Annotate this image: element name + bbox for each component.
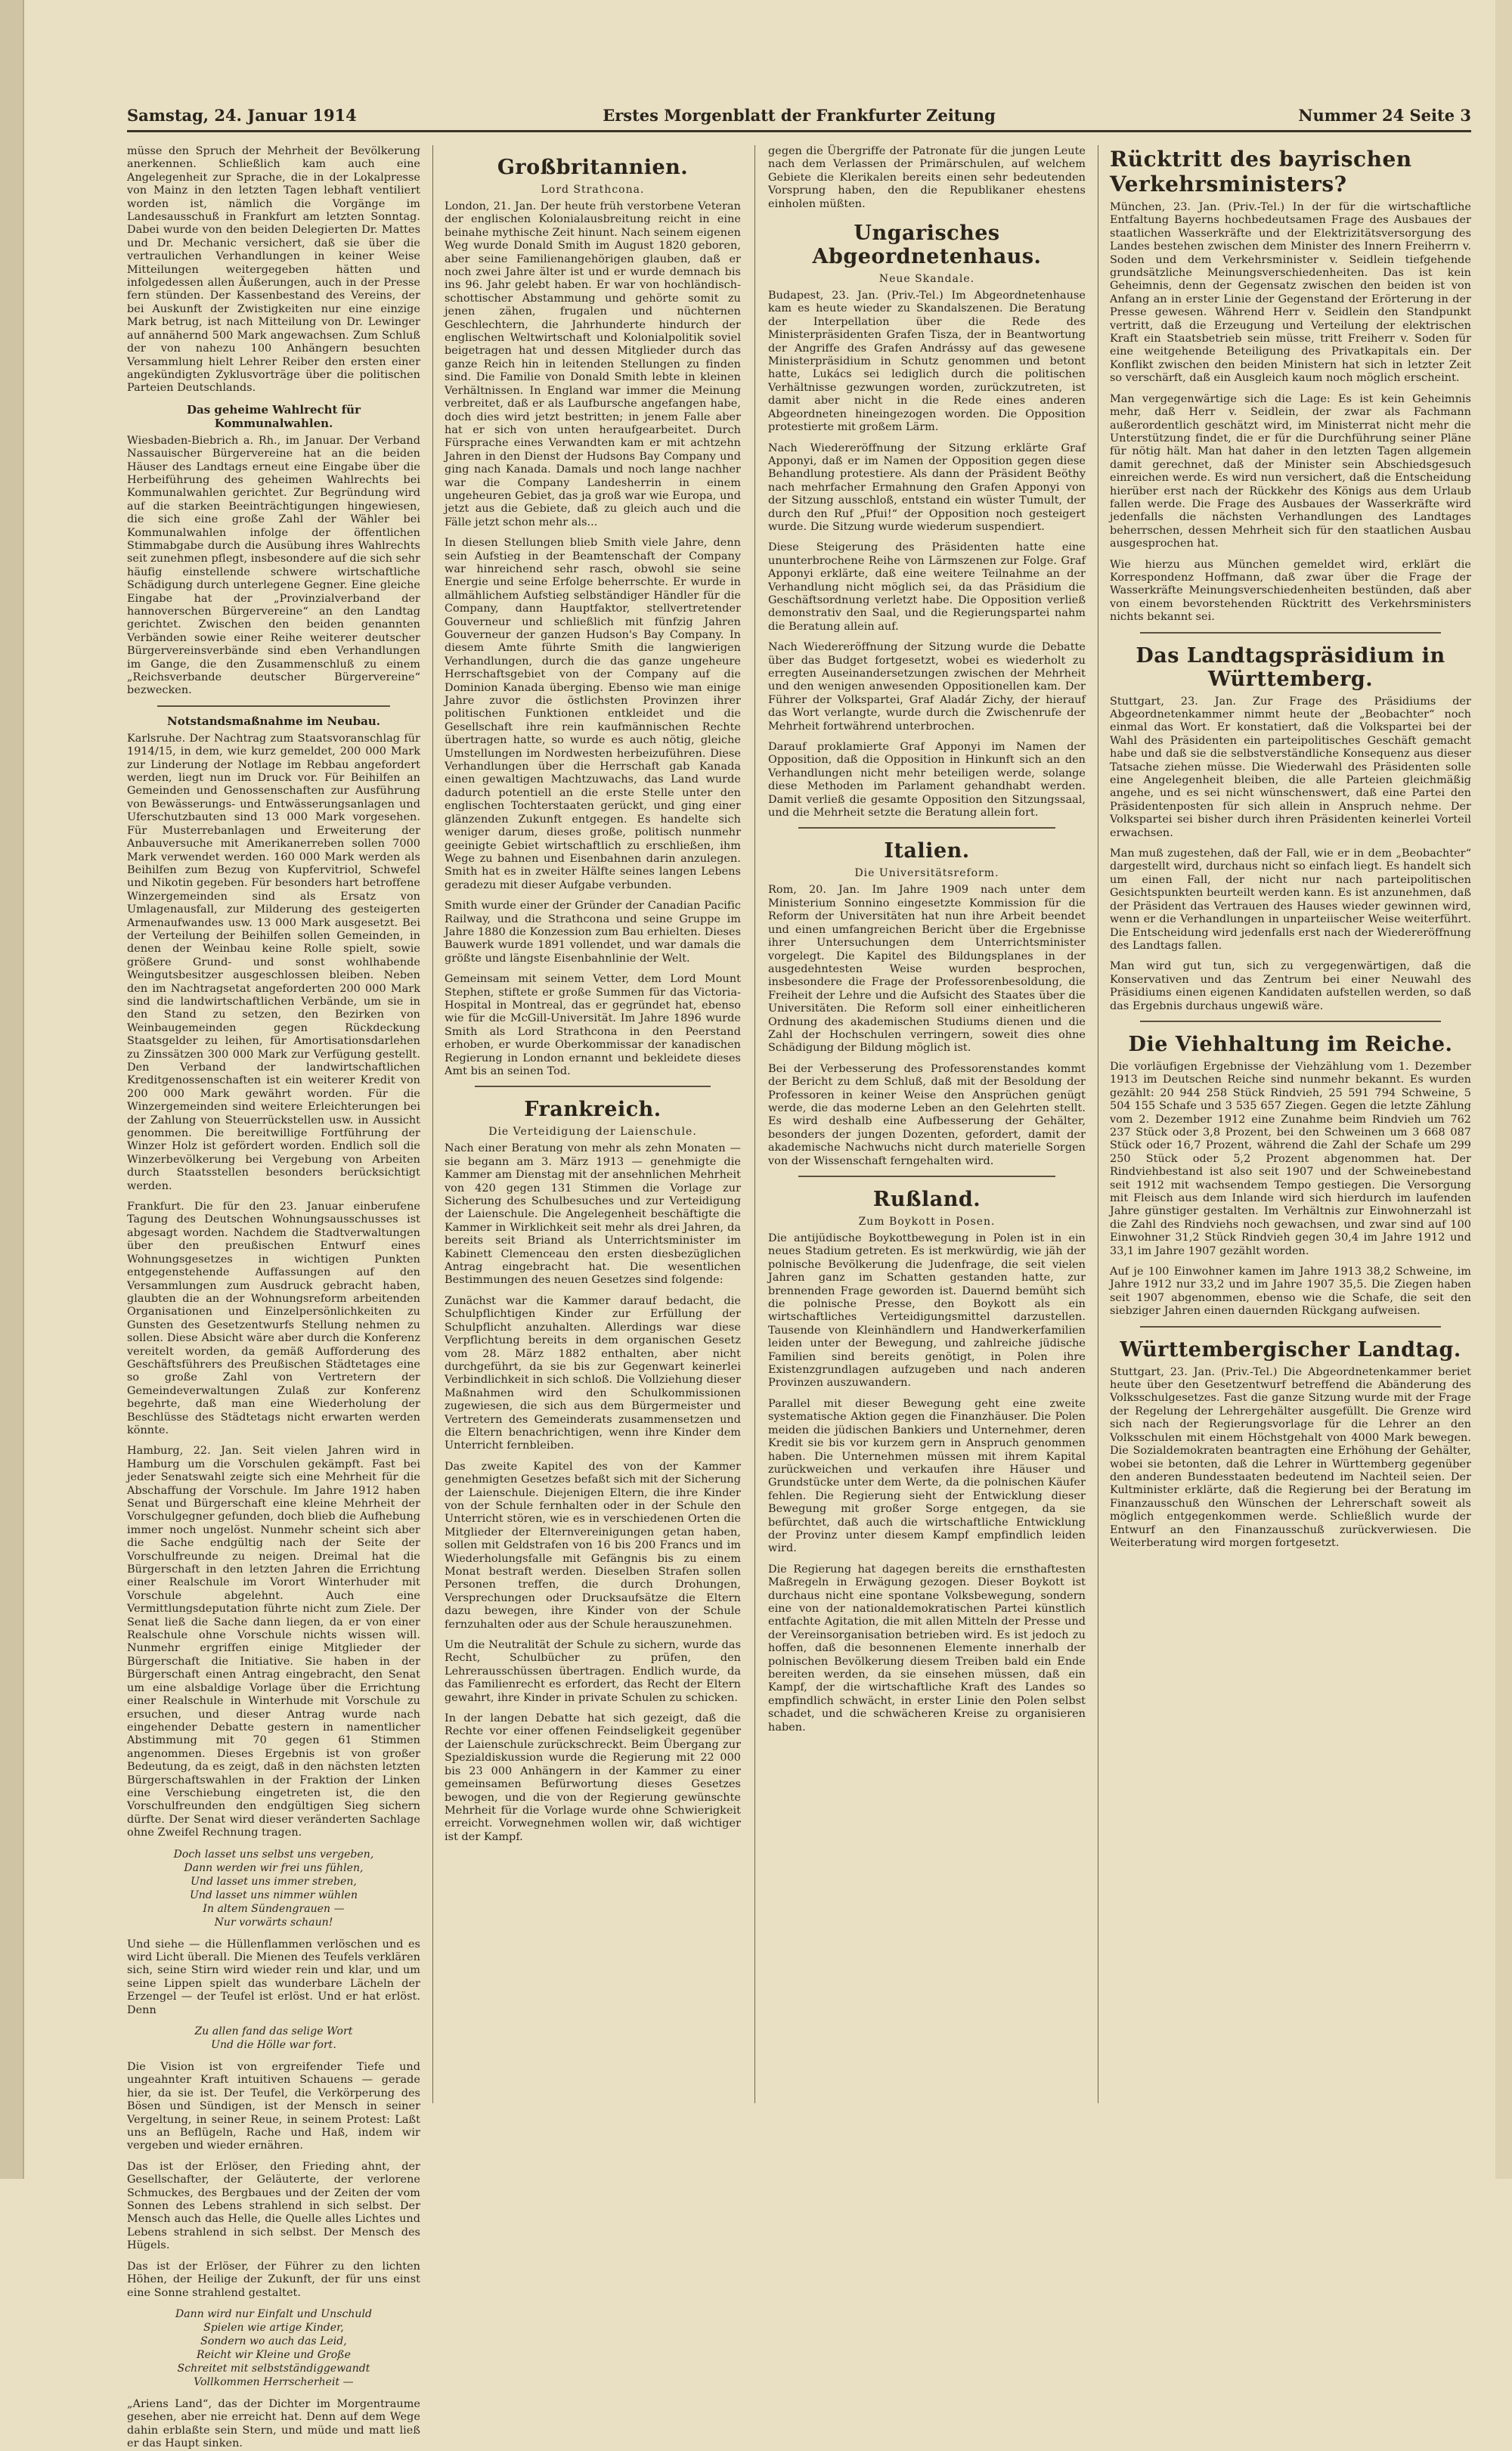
section-heading-wuerttemberg-landtag: Württembergischer Landtag. (1120, 1337, 1461, 1362)
article-paragraph: Gemeinsam mit seinem Vetter, dem Lord Mount Stephen, stiftete er große Summen für das Victoria-Hospital in Montreal, das er gegründet hat, ebenso wie für die McGill-Universität. Im Jahre 1896 wurde Smith als Lord Strathcona in den Peerstand erhoben, er wurde Oberkommissar der kanadischen Regierung in London ernannt und bekleidete dieses Amt bis an seinen Tod. (445, 973, 741, 1077)
column-1 (127, 145, 420, 2450)
poem-line: Vollkommen Herrscherheit — (194, 2375, 354, 2388)
section-heading-hungary: Ungarisches Abgeordnetenhaus. (812, 222, 1042, 269)
masthead-date: Samstag, 24. Januar 1914 (127, 106, 357, 125)
section-heading: Das geheime Wahlrecht für Kommunalwahlen. (187, 402, 361, 430)
section-heading-russia: Rußland. (872, 1188, 981, 1211)
article-paragraph: Hamburg, 22. Jan. Seit vielen Jahren wird in Hamburg um die Vorschulen gekämpft. Fast bei jeder Senatswahl zeigte sich eine Mehrheit für die Abschaffung der Vorschule. Im Jahre 1912 haben Senat und Bürgerschaft eine kleine Mehrheit der Vorschulgegner gefunden, doch blieb die Aufhebung immer noch ungelöst. Nunmehr scheint sich aber die Sache endgültig nach der Seite der Vorschulfreunde zu neigen. Dreimal hat die Bürgerschaft in den letzten Jahren die Errichtung einer Realschule im Vorort Winterhuder mit Vorschule abgelehnt. Auch eine Vermittlungsdeputation führte nicht zum Ziele. Der Senat ließ die Sache dann liegen, da er von einer Realschule ohne Vorschule nichts wissen will. Nunmehr ergriffen einige Mitglieder der Bürgerschaft die Initiative. Sie haben in der Bürgerschaft einen Antrag eingebracht, den Senat um eine alsbaldige Vorlage über die Errichtung einer Realschule in Winterhude mit Vorschule zu ersuchen, und dieser Antrag wurde nach eingehender Debatte gestern in namentlicher Abstimmung mit 70 gegen 61 Stimmen angenommen. Dieses Ergebnis ist von großer Bedeutung, da es zeigt, daß in den nächsten letzten Bürgerschaftswahlen in der Fraktion der Linken eine Verschiebung eingetreten ist, die den Vorschulfreunden den endgültigen Sieg sichern dürfte. Der Senat wird dieser veränderten Sachlage ohne Zweifel Rechnung tragen. (127, 1445, 420, 1839)
poem-line: Und die Hölle war fort. (211, 2039, 336, 2051)
article-paragraph: Man muß zugestehen, daß der Fall, wie er in dem „Beobachter“ dargestellt wird, durchaus nicht so einfach liegt. Es handelt sich um einen Fall, der nicht nur nach parteipolitischen Gesichtspunkten beurteilt werden kann. Es ist anzunehmen, daß der Präsident das Vertrauen des Hauses wieder gewinnen wird, wenn er die Verhandlungen in unparteiischer Weise weiterführt. Die Entscheidung wird jedenfalls erst nach der Wiedereröffnung des Landtags fallen. (1110, 847, 1471, 952)
article-paragraph: Rom, 20. Jan. Im Jahre 1909 nach unter dem Ministerium Sonnino eingesetzte Kommission für die Reform der Universitäten hat nun ihre Arbeit beendet und einen umfangreichen Bericht über die Ergebnisse ihrer Untersuchungen dem Unterrichtsminister vorgelegt. Die Kapitel des Bildungsplanes in der ausgedehntesten Weise wurden besprochen, insbesondere die Frage der Professorenbesoldung, die Freiheit der Lehre und die Aufsicht des Staates über die Universitäten. Die Reform soll einer einheitlicheren Ordnung des akademischen Studiums dienen und die Zahl der Hochschulen verringern, soweit dies ohne Schädigung der Bildung möglich ist. (768, 884, 1086, 1055)
article-paragraph: Stuttgart, 23. Jan. (Priv.-Tel.) Die Abgeordnetenkammer beriet heute über den Gesetzentwurf betreffend die Abänderung des Volksschulgesetzes. Fast die ganze Sitzung wurde mit der Frage der Regelung der Lehrergehälter ausgefüllt. Die Grenze wird sich nach der Regierungsvorlage für die Lehrer an den Volksschulen mit einem Höchstgehalt von 4000 Mark bewegen. Die Sozialdemokraten beantragten eine Erhöhung der Gehälter, wobei sie betonten, daß die Lehrer in Württemberg gegenüber den anderen Bundesstaaten bedeutend im Nachteil seien. Der Kultminister erklärte, daß die Regierung bei der Beratung im Finanzausschuß den Wünschen der Lehrerschaft soweit als möglich entgegenkommen werde. Schließlich wurde der Entwurf an den Finanzausschuß zurückverwiesen. Die Weiterberatung wird morgen fortgesetzt. (1110, 1365, 1471, 1549)
section-heading-livestock: Die Viehhaltung im Reiche. (1128, 1032, 1453, 1056)
poem-line: In altem Sündengrauen — (203, 1902, 345, 1915)
article-paragraph: Die antijüdische Boykottbewegung in Polen ist in ein neues Stadium getreten. Es ist merkwürdig, wie jäh der polnische Bevölkerung die Judenfrage, die seit vielen Jahren ganz im Schatten gestanden hatte, zur brennenden Frage geworden ist. Dauernd bemüht sich die polnische Presse, den Boykott als ein wirtschaftliches Verteidigungsmittel darzustellen. Tausende von Kleinhändlern und Handwerkerfamilien leiden unter der Bewegung, und zahlreiche jüdische Familien sind bereits genötigt, in Polen ihre Existenzgrundlagen aufzugeben und nach anderen Provinzen auszuwandern. (768, 1232, 1086, 1390)
poem-line: Spielen wie artige Kinder, (203, 2321, 344, 2334)
poem-line: Schreitet mit selbstständiggewandt (177, 2362, 370, 2375)
article-paragraph: Nach einer Beratung von mehr als zehn Monaten — sie begann am 3. März 1913 — genehmigte die Kammer am Dienstag mit der ansehnlichen Mehrheit von 420 gegen 131 Stimmen die Vorlage zur Sicherung des Schulbesuches und zur Verteidigung der Laienschule. Die Angelegenheit beschäftigte die Kammer in Wirklichkeit seit mehr als drei Jahren, da bereits seit Briand als Unterrichtsminister im Kabinett Clemenceau den ersten diesbezüglichen Antrag eingebracht hat. Die wesentlichen Bestimmungen des neuen Gesetzes sind folgende: (445, 1142, 741, 1287)
poem-verse (127, 2025, 420, 2052)
article-paragraph: Stuttgart, 23. Jan. Zur Frage des Präsidiums der Abgeordnetenkammer nimmt heute der „Beobachter“ noch einmal das Wort. Er konstatiert, daß die Volkspartei bei der Wahl des Präsidenten ein parteipolitisches Geschäft gemacht habe und daß sie die selbstverständliche Konsequenz aus dieser Tatsache ziehen müsse. Die Wiederwahl des Präsidenten solle eine Angelegenheit bleiben, die alle Parteien gleichmäßig angehe, und es sei nicht wünschenswert, daß eine Partei den Präsidentenposten für sich allein in Anspruch nehme. Der Volkspartei sei bisher durch ihren Präsidenten keinerlei Vorteil erwachsen. (1110, 695, 1471, 839)
article-subheading: Die Universitätsreform. (854, 867, 999, 880)
article-paragraph: Wie hierzu aus München gemeldet wird, erklärt die Korrespondenz Hoffmann, daß zwar über die Frage der Wasserkräfte Meinungsverschiedenheiten bestünden, daß aber von einem bevorstehenden Rücktritt des Verkehrsministers nichts bekannt sei. (1110, 558, 1471, 624)
section-heading: Notstandsmaßnahme im Neubau. (166, 714, 381, 728)
separator (798, 827, 1055, 829)
separator (1140, 1021, 1441, 1022)
section-heading-italy: Italien. (884, 839, 970, 863)
poem-line: Reicht wir Kleine und Große (196, 2348, 352, 2361)
section-heading-france: Frankreich. (524, 1098, 662, 1122)
poem-line: Sondern wo auch das Leid, (200, 2335, 347, 2347)
article-subheading: Lord Strathcona. (541, 184, 645, 196)
section-heading-great-britain: Großbritannien. (497, 156, 689, 179)
article-paragraph: Frankfurt. Die für den 23. Januar einberufene Tagung des Deutschen Wohnungsausschusses ist abgesagt worden. Nachdem die Stadtverwaltungen über den preußischen Entwurf eines Wohnungsgesetzes in wichtigen Punkten entgegenstehende Auffassungen auf den Versammlungen zum Ausdruck gebracht haben, glaubten die an der Wohnungsreform arbeitenden Organisationen und Einzelpersönlichkeiten zu Gunsten des Gesetzentwurfs Stellung nehmen zu sollen. Diese Absicht wäre aber durch die Konferenz vereitelt worden, da gemäß Aufforderung des Geschäftsführers des Preußischen Städtetages eine so große Zahl von Vertretern der Gemeindeverwaltungen Zulaß zur Konferenz begehrte, daß man eine Wiederholung der Beschlüsse des Städtetags nicht erwarten werden könnte. (127, 1201, 420, 1436)
column-rule (754, 145, 755, 2103)
poem-verse (127, 1848, 420, 1929)
poem-line: Und lasset uns nimmer wühlen (189, 1889, 358, 1901)
article-paragraph: Budapest, 23. Jan. (Priv.-Tel.) Im Abgeordnetenhause kam es heute wieder zu Skandalszenen. Die Beratung der Interpellation über die Rede des Ministerpräsidenten Grafen Tisza, der in Beantwortung der Angriffe des Grafen Andrássy auf das gewesene Ministerpräsidium in Schutz genommen und betont hatte, Lukács sei lediglich durch die politischen Verhältnisse gezwungen worden, zurückzutreten, ist damit aber nicht in die Rede eines anderen Abgeordneten hineingezogen worden. Die Opposition protestierte mit großem Lärm. (768, 290, 1086, 434)
poem-line: Nur vorwärts schaun! (214, 1916, 333, 1929)
separator (475, 1086, 711, 1087)
poem-line: Dann wird nur Einfalt und Unschuld (175, 2307, 373, 2320)
section-heading-wuerttemberg-presidium: Das Landtagspräsidium in Württemberg. (1136, 643, 1445, 691)
column-4 (1110, 145, 1471, 2103)
article-paragraph: Das ist der Erlöser, den Frieding ahnt, der Gesellschafter, der Geläuterte, der verlorene Schmuckes, des Bergbaues und der Zeiten der vom Sonnen des Lebens strahlend in sich selbst. Der Mensch auch das Helle, die Quelle alles Lichtes und Lebens strahlend in sich selbst. Der Mensch des Hügels. (127, 2160, 420, 2252)
article-paragraph: Um die Neutralität der Schule zu sichern, wurde das Recht, Schulbücher zu prüfen, den Lehrerausschüssen übertragen. Endlich wurde, da das Familienrecht es erfordert, das Recht der Eltern gewahrt, ihre Kinder in private Schulen zu schicken. (445, 1639, 741, 1704)
article-paragraph: Auf je 100 Einwohner kamen im Jahre 1913 38,2 Schweine, im Jahre 1912 nur 33,2 und im Jahre 1907 35,5. Die Ziegen haben seit 1907 abgenommen, ebenso wie die Schafe, die seit den siebziger Jahren einen dauernden Rückgang aufweisen. (1110, 1266, 1471, 1318)
column-rule (432, 145, 433, 2103)
poem-line: Zu allen fand das selige Wort (194, 2025, 353, 2037)
poem-line: Und lasset uns immer streben, (191, 1875, 357, 1888)
column-2 (445, 145, 741, 2103)
newspaper-page (127, 104, 1471, 2450)
article-paragraph: London, 21. Jan. Der heute früh verstorbene Veteran der englischen Kolonialausbreitung reicht in eine beinahe mythische Zeit hinunt. Nach seinem eigenen Weg wurde Donald Smith im August 1820 geboren, aber seine Familienangehörigen glauben, daß er noch zwei Jahre älter ist und er wurde demnach bis ins 96. Jahr gelebt haben. Er war von hochländisch-schottischer Abstammung und gehörte somit zu jenen zähen, frugalen und nüchternen Geschlechtern, die Jahrhunderte hindurch der englischen Weltwirtschaft und Kolonialpolitik soviel beigetragen hat und dessen Mitglieder durch das ganze Reich hin in leitenden Stellungen zu finden sind. Die Familie von Donald Smith lebte in kleinen Verhältnissen. In England war immer die Meinung verbreitet, daß er als Laufbursche angefangen habe, doch dies wird jetzt bestritten; in jenem Falle aber hat er sich von unten heraufgearbeitet. Durch Fürsprache eines Verwandten kam er mit achtzehn Jahren in den Dienst der Hudsons Bay Company und ging nach Kanada. Damals und noch lange nachher war die Company Landesherrin in einem ungeheuren Gebiet, das ja groß war wie Europa, und jetzt aus die Gebiete, daß zu gleich auch und die Fälle jetzt schon mehr als... (445, 200, 741, 528)
article-paragraph: Und siehe — die Hüllenflammen verlöschen und es wird Licht überall. Die Mienen des Teufels verklären sich, seine Stirn wird wieder rein und klar, und um seine Lippen spielt das wunderbare Lächeln der Erzengel — der Teufel ist erlöst. Und er hat erlöst. Denn (127, 1938, 420, 2016)
poem-line: Dann werden wir frei uns fühlen, (184, 1861, 364, 1874)
article-paragraph: Die vorläufigen Ergebnisse der Viehzählung vom 1. Dezember 1913 im Deutschen Reiche sind nunmehr bekannt. Es wurden gezählt: 20 944 258 Stück Rindvieh, 25 591 794 Schweine, 5 504 155 Schafe und 3 535 657 Ziegen. Gegen die letzte Zählung vom 2. Dezember 1912 eine Zunahme beim Rindvieh um 762 237 Stück oder 3,8 Prozent, bei den Schweinen um 3 668 087 Stück oder 16,7 Prozent, während die Zahl der Schafe um 299 250 Stück oder 5,2 Prozent abgenommen hat. Der Rindviehbestand ist also seit 1907 und der Schweinebestand seit 1912 mit wachsendem Tempo gestiegen. Die Versorgung mit Fleisch aus dem Inlande wird sich hierdurch im laufenden Jahre günstiger gestalten. Im Verhältnis zur Einwohnerzahl ist die Zahl des Rindviehs noch gewachsen, und zwar sind auf 100 Einwohner 31,2 Stück Rindvieh gegen 30,4 im Jahre 1912 und 33,1 im Jahre 1907 gezählt worden. (1110, 1060, 1471, 1257)
article-paragraph: Zunächst war die Kammer darauf bedacht, die Schulpflichtigen Kinder zur Erfüllung der Schulpflicht anzuhalten. Allerdings war diese Verpflichtung bereits in dem organischen Gesetz vom 28. März 1882 enthalten, aber nicht durchgeführt, da sie bis zur Gegenwart keinerlei Verbindlichkeit in sich schloß. Die Vollziehung dieser Maßnahmen wird den Schulkommissionen zugewiesen, die sich aus dem Bürgermeister und Vertretern des Gemeinderats zusammensetzen und die Eltern benachrichtigen, wenn ihre Kinder dem Unterricht fernbleiben. (445, 1294, 741, 1452)
column-3 (768, 145, 1086, 2103)
masthead-number: Nummer 24 Seite 3 (1298, 106, 1471, 125)
section-heading-bavaria: Rücktritt des bayrischen Verkehrsministers? (1110, 147, 1412, 197)
article-paragraph: Diese Steigerung des Präsidenten hatte eine ununterbrochene Reihe von Lärmszenen zur Folge. Graf Apponyi erklärte, daß eine weitere Teilnahme an der Verhandlung nicht möglich sei, da das Präsidium die Geschäftsordnung verletzt habe. Die Opposition verließ demonstrativ den Saal, und die Regierungspartei nahm die Beratung allein auf. (768, 541, 1086, 633)
article-paragraph: müsse den Spruch der Mehrheit der Bevölkerung anerkennen. Schließlich kam auch eine Angelegenheit zur Sprache, die in der Lokalpresse von Mainz in den letzten Tagen lebhaft ventiliert worden ist, nämlich die Vorgänge im Landesausschuß in Frankfurt am letzten Sonntag. Dabei wurde von den beiden Delegierten Dr. Mattes und Dr. Mechanic versichert, daß sie über die vertraulichen Verhandlungen in keiner Weise Mitteilungen weitergegeben hätten und infolgedessen allen Äußerungen, auch in der Presse fern stünden. Der Kassenbestand des Vereins, der bei Auskunft der Zwistigkeiten nur eine einzige Mark betrug, ist nach Mitteilung von Dr. Lewinger auf annähernd 500 Mark angewachsen. Zum Schluß der von nahezu 100 Anhängern besuchten Versammlung hielt Lehrer Reiber den ersten einer angekündigten Zyklusvorträge über die politischen Parteien Deutschlands. (127, 145, 420, 395)
article-paragraph: Das zweite Kapitel des von der Kammer genehmigten Gesetzes befaßt sich mit der Sicherung der Laienschule. Diejenigen Eltern, die ihre Kinder von der Schule fernhalten oder in der Schule den Unterricht stören, wie es in verschiedenen Orten die Mitglieder der Elternvereinigungen getan haben, sollen mit Geldstrafen von 16 bis 200 Francs und im Wiederholungsfalle mit Gefängnis bis zu einem Monat bestraft werden. Dieselben Strafen sollen Personen treffen, die durch Drohungen, Versprechungen oder Drucksaufsätze die Eltern dazu bewegen, ihre Kinder von der Schule fernzuhalten oder aus der Schule herauszunehmen. (445, 1460, 741, 1631)
article-paragraph: Die Regierung hat dagegen bereits die ernsthaftesten Maßregeln in Erwägung gezogen. Dieser Boykott ist durchaus nicht eine spontane Volksbewegung, sondern eine von der nationaldemokratischen Partei künstlich entfachte Agitation, die mit allen Mitteln der Presse und der Vereinsorganisation betrieben wird. Es ist jedoch zu hoffen, daß die besonnenen Elemente innerhalb der polnischen Bevölkerung diesem Treiben bald ein Ende bereiten werden, da sie einsehen müssen, daß ein Kampf, der die wirtschaftliche Kraft des Landes so empfindlich schwächt, in erster Linie den Polen selbst schadet, und die schwächeren Kreise zu organisieren haben. (768, 1563, 1086, 1734)
article-paragraph: München, 23. Jan. (Priv.-Tel.) In der für die wirtschaftliche Entfaltung Bayerns hochbedeutsamen Frage des Ausbaues der staatlichen Wasserkräfte und der Elektrizitätsversorgung des Landes bestehen zwischen dem Minister des Innern Freiherrn v. Soden und dem Verkehrsminister v. Seidlein tiefgehende grundsätzliche Meinungsverschiedenheiten. Das ist kein Geheimnis, denn der Gegensatz zwischen den beiden ist von Anfang an in erster Linie der Gegenstand der Erörterung in der Presse gewesen. Während Herr v. Seidlein den Standpunkt vertritt, daß die Erzeugung und Verteilung der elektrischen Kraft ein Staatsbetrieb sein müsse, tritt Freiherr v. Soden für eine weitgehende Beteiligung des Privatkapitals ein. Der Konflikt zwischen den beiden Ministern hat sich in letzter Zeit so verschärft, daß ein Ausgleich kaum noch möglich erscheint. (1110, 201, 1471, 385)
article-paragraph: Parallel mit dieser Bewegung geht eine zweite systematische Aktion gegen die Finanzhäuser. Die Polen meiden die jüdischen Bankiers und Unternehmer, deren Kredit sie bis vor kurzem gern in Anspruch genommen haben. Die Unternehmen müssen mit ihrem Kapital zurückweichen und verkaufen ihre Häuser und Grundstücke unter dem Werte, da die polnischen Käufer fehlen. Die Regierung sieht der Entwicklung dieser Bewegung mit großer Sorge entgegen, da sie befürchtet, daß auch die wirtschaftliche Entwicklung der Provinz unter diesem Kampf empfindlich leiden wird. (768, 1397, 1086, 1555)
article-paragraph: Bei der Verbesserung des Professorenstandes kommt der Bericht zu dem Schluß, daß mit der Besoldung der Professoren in keiner Weise den Ansprüchen genügt werde, die das moderne Leben an den Gelehrten stellt. Es wird deshalb eine Aufbesserung der Gehälter, besonders der jungen Dozenten, gefordert, damit der akademische Nachwuchs nicht durch materielle Sorgen von der Wissenschaft ferngehalten wird. (768, 1062, 1086, 1167)
article-paragraph: Wiesbaden-Biebrich a. Rh., im Januar. Der Verband Nassauischer Bürgervereine hat an die beiden Häuser des Landtags erneut eine Eingabe über die Herbeiführung des geheimen Wahlrechts bei Kommunalwahlen gerichtet. Zur Begründung wird auf die starken Beeinträchtigungen hingewiesen, die sich eine große Zahl der Wähler bei Kommunalwahlen infolge der öffentlichen Stimmabgabe durch die Ausübung ihres Wahlrechts seit zunehmen pflegt, insbesondere auf die sich sehr häufig einstellende schwere wirtschaftliche Schädigung durch unterlegene Gegner. Eine gleiche Eingabe hat der „Provinzialverband der hannoverschen Bürgervereine“ an den Landtag gerichtet. Zwischen den beiden genannten Verbänden sowie einer Reihe weiterer deutscher Bürgervereinsverbände sind eben Verhandlungen im Gange, die den Zusammenschluß zu einem „Reichsverbande deutscher Bürgervereine“ bezwecken. (127, 434, 420, 697)
separator (157, 705, 390, 707)
article-paragraph: Man wird gut tun, sich zu vergegenwärtigen, daß die Konservativen und das Zentrum bei einer Neuwahl des Präsidiums einen eigenen Kandidaten aufstellen werden, so daß das Ergebnis durchaus ungewiß wäre. (1110, 960, 1471, 1012)
article-paragraph: Man vergegenwärtige sich die Lage: Es ist kein Geheimnis mehr, daß Herr v. Seidlein, der zwar als Fachmann außerordentlich geschätzt wird, im Ministerrat nicht mehr die Unterstützung findet, die er für die Durchführung seiner Pläne für nötig hält. Man hat daher in den letzten Tagen allgemein damit gerechnet, daß der Minister sein Abschiedsgesuch einreichen werde. Es wird nun versichert, daß die Entscheidung hierüber erst nach der Rückkehr des Königs aus dem Urlaub fallen werde. Die Frage des Ausbaues der Wasserkräfte wird jedenfalls die nächsten Verhandlungen des Landtages beherrschen, dessen Mehrheit sich für den staatlichen Ausbau ausgesprochen hat. (1110, 392, 1471, 550)
poem-line: Doch lasset uns selbst uns vergeben, (173, 1848, 374, 1861)
article-paragraph: gegen die Übergriffe der Patronate für die jungen Leute nach dem Verlassen der Primärschulen, auf welchem Gebiete die Klerikalen bereits einen sehr bedeutenden Vorsprung haben, den die Republikaner ehestens einholen müßten. (768, 145, 1086, 210)
article-subheading: Neue Skandale. (878, 273, 975, 286)
article-paragraph: In diesen Stellungen blieb Smith viele Jahre, denn sein Aufstieg in der Beamtenschaft der Company war hinreichend sehr rasch, obwohl sie seine Energie und seine Erfolge beherrschte. Er wurde in allmählichem Aufstieg selbständiger Händler für die Company, dann Hauptfaktor, stellvertretender Gouverneur und schließlich mit fünfzig Jahren Gouverneur der ganzen Hudson's Bay Company. In diesem Amte führte Smith die langwierigen Verhandlungen, durch die das ganze ungeheure Herrschaftsgebiet von der Company auf die Dominion Kanada überging. Ebenso wie man einige Jahre zuvor die östlichsten Provinzen ihrer politischen Funktionen entkleidet und die Gesellschaft ihre rein kaufmännischen Rechte übertragen hatte, so wurde es auch nötig, gleiche Umstellungen im Nordwesten herbeizuführen. Diese Verhandlungen über die Herrschaft gab Kanada einen gewaltigen Machtzuwachs, das Land wurde dadurch potentiell an die erste Stelle unter den englischen Tochterstaaten gerückt, und ging einer glänzenden Zukunft entgegen. Es handelte sich weniger darum, dieses große, politisch nunmehr geeinigte Gebiet wirtschaftlich zu erschließen, ihm Wege zu bahnen und Eisenbahnen darin anzulegen. Smith hat es in zweiter Hälfte seines langen Lebens geradezu mit dieser Aufgabe verbunden. (445, 537, 741, 891)
article-paragraph: Nach Wiedereröffnung der Sitzung wurde die Debatte über das Budget fortgesetzt, wobei es wiederholt zu erregten Auseinandersetzungen zwischen der Mehrheit und den wenigen anwesenden Oppositionellen kam. Der Führer der Volkspartei, Graf Aladár Zichy, der hierauf das Wort verlangte, wurde durch die Zwischenrufe der Mehrheit fortwährend unterbrochen. (768, 641, 1086, 733)
separator (798, 1176, 1055, 1177)
masthead (127, 104, 1471, 132)
article-paragraph: Nach Wiedereröffnung der Sitzung erklärte Graf Apponyi, daß er im Namen der Opposition gegen diese Behandlung protestiere. Als dann der Präsident Beöthy nach mehrfacher Ermahnung den Grafen Apponyi von der Sitzung ausschloß, entstand ein wüster Tumult, der durch den Ruf „Pfui!“ der Opposition noch gesteigert wurde. Die Sitzung wurde wiederum suspendiert. (768, 442, 1086, 533)
masthead-title: Erstes Morgenblatt der Frankfurter Zeitung (603, 106, 996, 125)
article-paragraph: Karlsruhe. Der Nachtrag zum Staatsvoranschlag für 1914/15, in dem, wie kurz gemeldet, 200 000 Mark zur Linderung der Notlage im Rebbau angefordert werden, liegt nun im Druck vor. Für Beihilfen an Gemeinden und Genossenschaften zur Ausführung von Bewässerungs- und Entwässerungsanlagen und Uferschutzbauten sind 13 000 Mark vorgesehen. Für Musterrebanlagen und Erweiterung der Anbauversuche mit Amerikanerreben sollen 7000 Mark verwendet werden. 160 000 Mark werden als Beihilfen zum Bezug von Kupfervitriol, Schwefel und Nikotin gegeben. Für besonders hart betroffene Winzergemeinden sind als Ersatz von Umlagenausfall, zur Milderung des gesteigerten Armenaufwandes usw. 13 000 Mark ausgesetzt. Bei der Verteilung der Beihilfen sollen Gemeinden, in denen der Weinbau keine Rolle spielt, sowie größere Grund- und sonst wohlhabende Weingutsbesitzer ausgeschlossen bleiben. Neben den im Nachtragsetat angeforderten 200 000 Mark sind die landwirtschaftlichen Verbände, um sie in den Stand zu setzen, den Bezirken von Weinbaugemeinden gegen Rückdeckung Staatsgelder zu leihen, für Amortisationsdarlehen zu Zinssätzen 300 000 Mark zur Verfügung gestellt. Den Verband der landwirtschaftlichen Kreditgenossenschaften ist ein weiterer Kredit von 200 000 Mark gewährt worden. Für die Winzergemeinden sind weitere Erleichterungen bei der Zahlung von Steuerrückstellen usw. in Aussicht genommen. Die bereitwillige Fortführung der Winzer Holz ist gefördert worden. Endlich soll die Winzerbevölkerung bei Vergebung von Arbeiten durch Staatsstellen besonders berücksichtigt werden. (127, 732, 420, 1192)
article-paragraph: Darauf proklamierte Graf Apponyi im Namen der Opposition, daß die Opposition in Hinkunft sich an den Verhandlungen nicht mehr beteiligen werde, solange diese Methoden im Parlament gehandhabt werden. Damit verließ die gesamte Opposition den Sitzungssaal, und die Mehrheit setzte die Beratung allein fort. (768, 741, 1086, 820)
separator (1140, 632, 1441, 634)
article-paragraph: „Ariens Land“, das der Dichter im Morgentraume gesehen, aber nie erreicht hat. Denn auf dem Wege dahin erblaßte sein Stern, und müde und matt ließ er das Haupt sinken. (127, 2397, 420, 2450)
article-paragraph: Smith wurde einer der Gründer der Canadian Pacific Railway, und die Strathcona und seine Gruppe im Jahre 1880 die Konzession zum Bau erhielten. Dieses Bauwerk wurde 1891 vollendet, und war damals die größte und längste Eisenbahnlinie der Welt. (445, 900, 741, 965)
article-paragraph: In der langen Debatte hat sich gezeigt, daß die Rechte vor einer offenen Feindseligkeit gegenüber der Laienschule zurückschreckt. Beim Übergang zur Spezialdiskussion wurde die Regierung mit 22 000 bis 23 000 Anhängern in der Kammer zu einer gemeinsamen Befürwortung dieses Gesetzes bewogen, und die von der Regierung gewünschte Mehrheit für die Vorlage wurde ohne Schwierigkeit erreicht. Vorwegnehmen wollen wir, daß wichtiger ist der Kampf. (445, 1712, 741, 1843)
article-subheading: Die Verteidigung der Laienschule. (488, 1126, 697, 1139)
article-subheading: Zum Boykott in Posen. (858, 1216, 996, 1228)
separator (1140, 1326, 1441, 1328)
page-edge (1495, 0, 1512, 2179)
article-paragraph: Die Vision ist von ergreifender Tiefe und ungeahnter Kraft intuitiven Schauens — gerade hier, da sie ist. Der Teufel, die Verkörperung des Bösen und Sündigen, ist der Mensch in seiner Vergeltung, in seiner Reue, in seinem Protest: Laßt uns an Beflügeln, Rache und Haß, indem wir vergeben und wieder ernähren. (127, 2061, 420, 2152)
binding-gutter (0, 0, 24, 2179)
poem-verse (127, 2307, 420, 2389)
article-paragraph: Das ist der Erlöser, der Führer zu den lichten Höhen, der Heilige der Zukunft, der für uns einst eine Sonne strahlend gestaltet. (127, 2260, 420, 2299)
